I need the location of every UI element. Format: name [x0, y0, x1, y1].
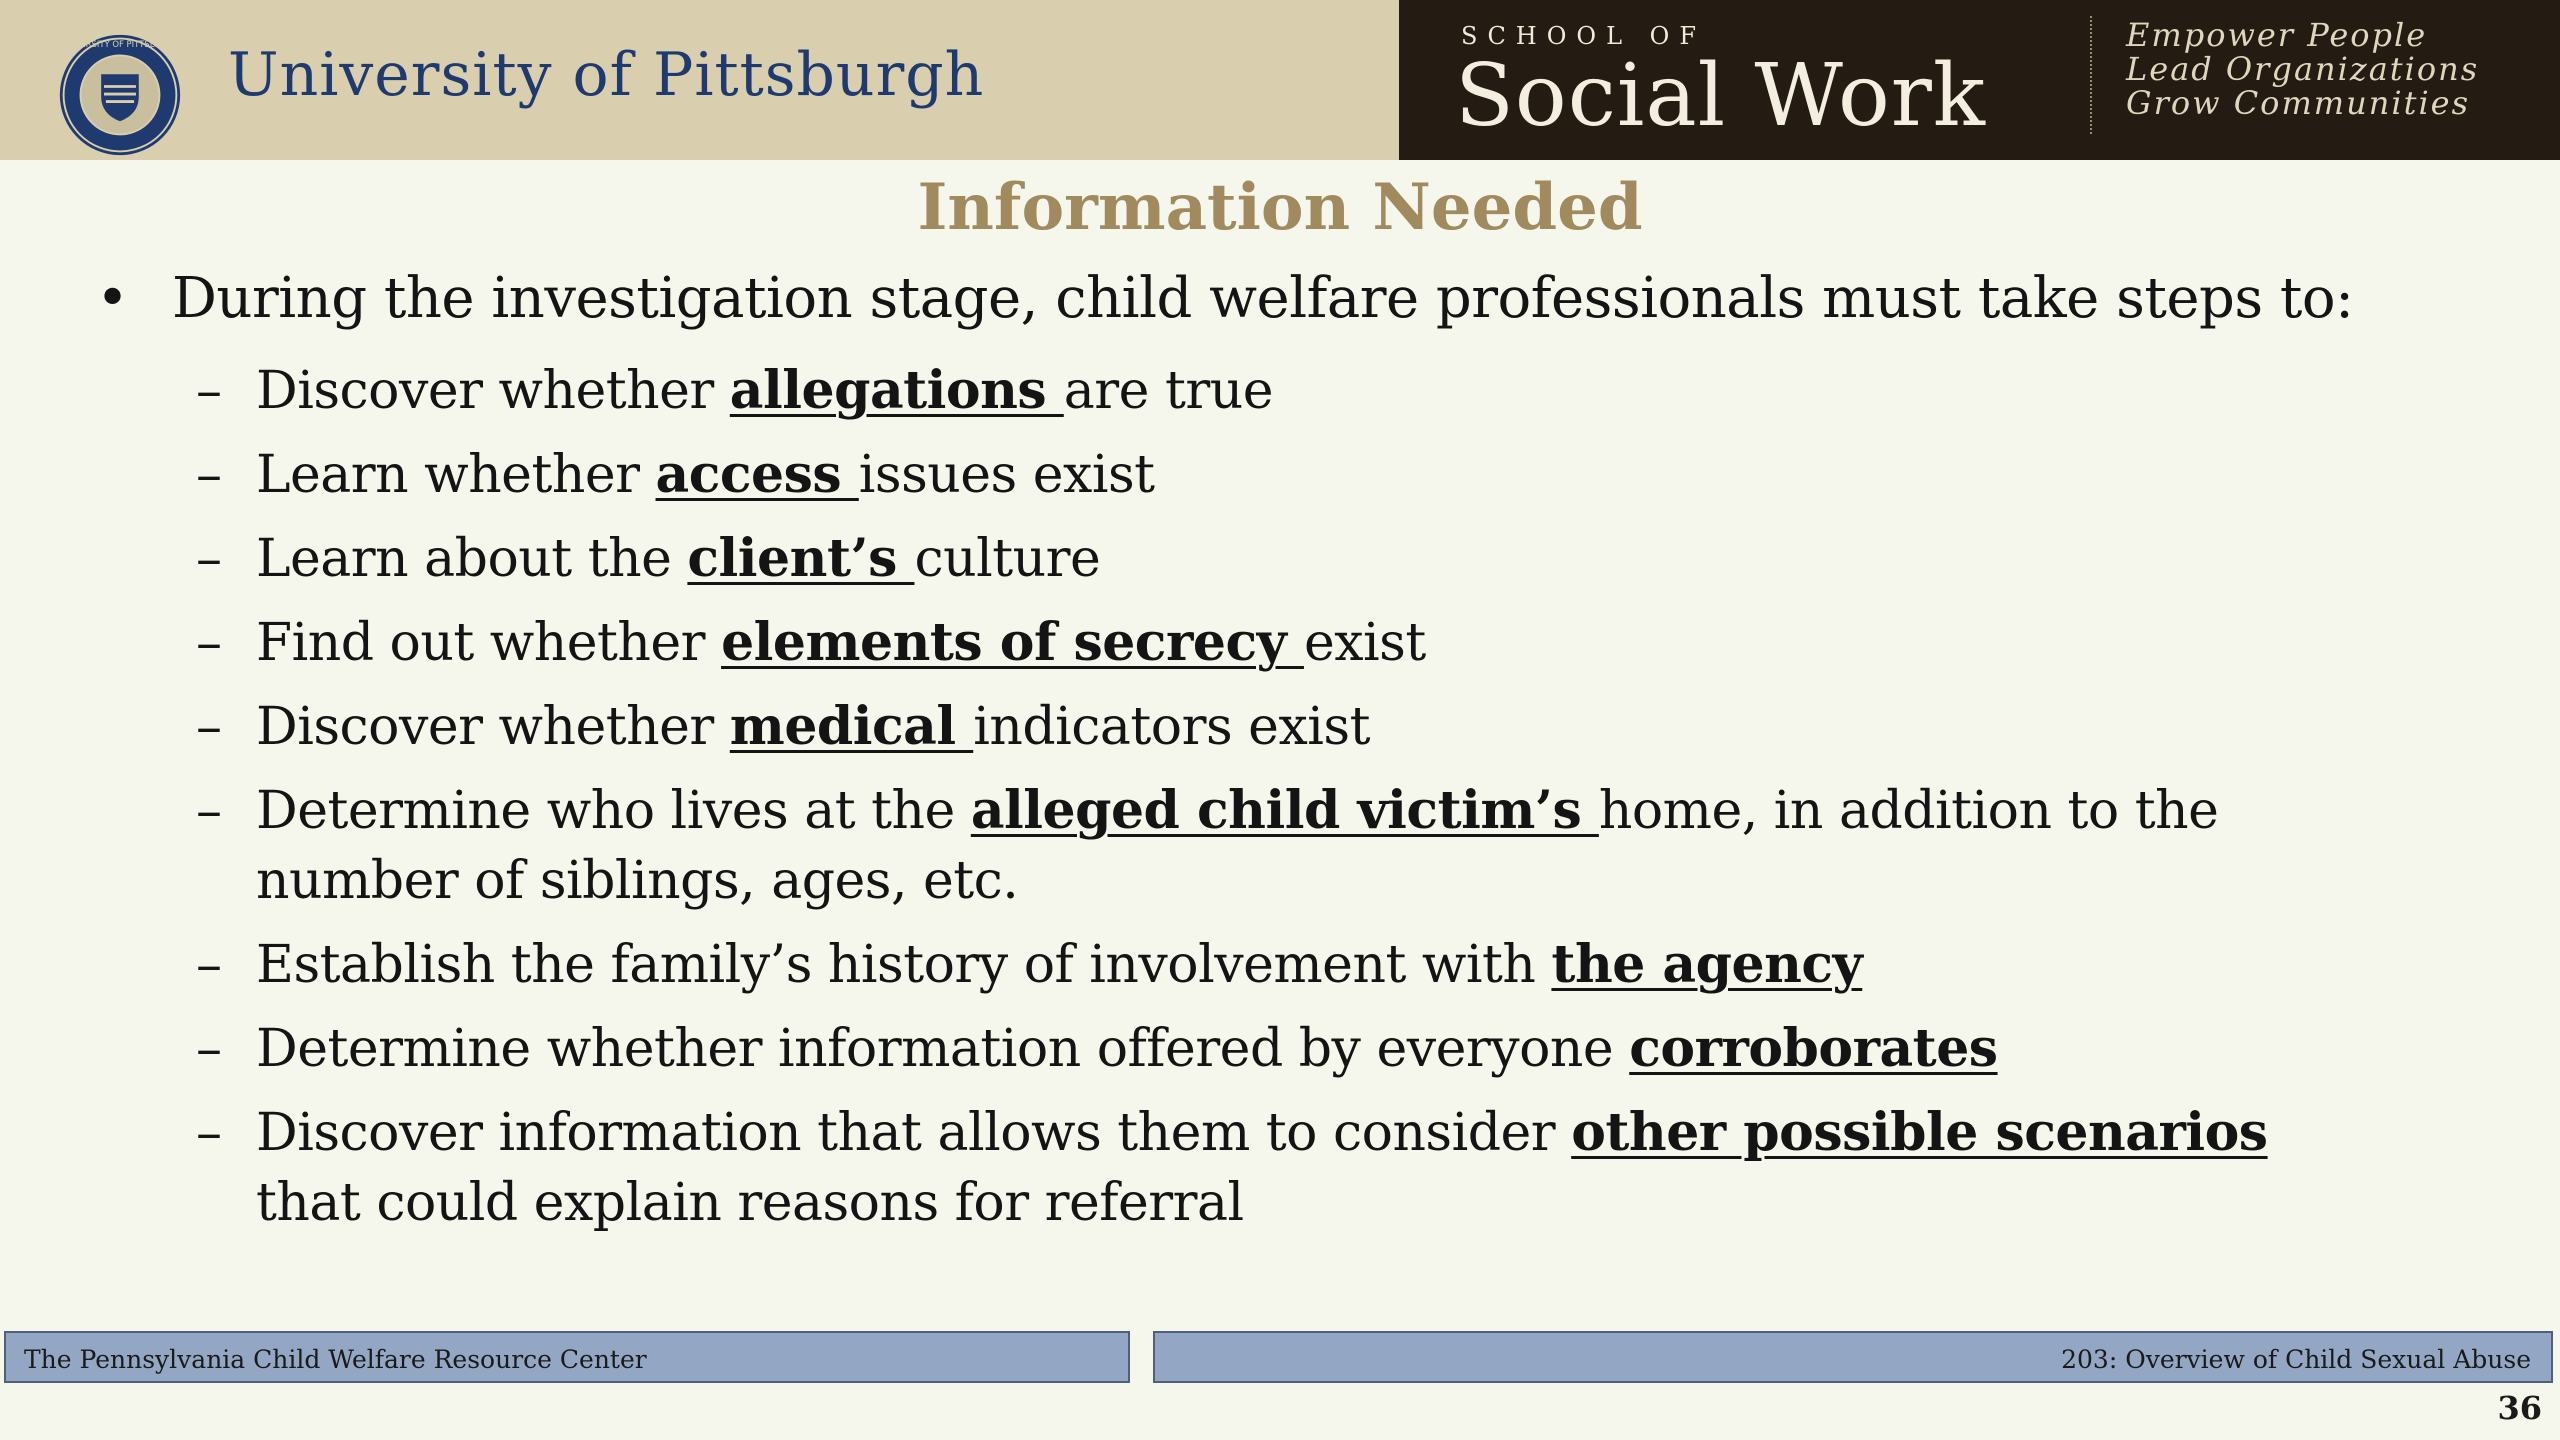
sub-point-text-end: issues exist [858, 445, 1155, 505]
sub-point-text-end: home, in addition to the [1598, 781, 2219, 841]
sub-point-text: Learn whether [256, 445, 656, 505]
slide-title: Information Needed [917, 170, 1643, 245]
sub-point-text: Determine who lives at the [256, 781, 971, 841]
sub-point-keyword: allegations [729, 360, 1064, 421]
sub-point-text: Discover information that allows them to consider [256, 1103, 1572, 1163]
footer-organization: The Pennsylvania Child Welfare Resource Center [24, 1345, 647, 1374]
sub-point-continuation: that could explain reasons for referral [256, 1173, 1244, 1233]
sub-point-keyword: other possible scenarios [1571, 1102, 2268, 1163]
sub-point-text: Find out whether [256, 613, 722, 673]
sub-point-text-end: indicators exist [973, 697, 1370, 757]
sub-point-text-end: exist [1303, 613, 1426, 673]
header-university-band [0, 0, 1399, 160]
sub-point-keyword: corroborates [1629, 1018, 1998, 1079]
university-name: University of Pittsburgh [228, 40, 985, 110]
sub-point-keyword: access [655, 444, 859, 505]
header-divider [2090, 16, 2092, 134]
tagline-line-2: Lead Organizations [2126, 50, 2480, 88]
footer-right-bar [1153, 1331, 2553, 1383]
footer-course-title: 203: Overview of Child Sexual Abuse [2061, 1345, 2531, 1374]
dash-icon: – [196, 1103, 222, 1163]
dash-icon: – [196, 697, 222, 757]
footer-left-bar [4, 1331, 1130, 1383]
sub-point-text: Discover whether [256, 361, 730, 421]
dash-icon: – [196, 529, 222, 589]
header-school-band [1399, 0, 2560, 160]
sub-point-text: Discover whether [256, 697, 730, 757]
sub-point-text: Determine whether information offered by everyone [256, 1019, 1630, 1079]
sub-point-keyword: medical [729, 696, 974, 757]
school-name: Social Work [1455, 46, 1987, 146]
tagline-line-1: Empower People [2126, 16, 2428, 54]
dash-icon: – [196, 361, 222, 421]
sub-point-keyword: alleged child victim’s [970, 780, 1599, 841]
sub-point-text-end: culture [914, 529, 1101, 589]
sub-point-text: Learn about the [256, 529, 688, 589]
sub-point-text-end: are true [1063, 361, 1273, 421]
sub-point-keyword: the agency [1551, 934, 1863, 995]
sub-point-keyword: elements of secrecy [721, 612, 1304, 673]
dash-icon: – [196, 781, 222, 841]
dash-icon: – [196, 613, 222, 673]
tagline-line-3: Grow Communities [2126, 84, 2471, 122]
school-tagline [2126, 18, 2479, 120]
dash-icon: – [196, 1019, 222, 1079]
main-point: During the investigation stage, child welfare professionals must take steps to: [172, 266, 2354, 331]
seal-ring-text: UNIVERSITY OF PITTSBURGH [59, 39, 181, 50]
dash-icon: – [196, 935, 222, 995]
sub-point-text: Establish the family’s history of involvement with [256, 935, 1552, 995]
page-number: 36 [2497, 1389, 2542, 1427]
sub-point-keyword: client’s [687, 528, 915, 589]
school-of-label: SCHOOL OF [1461, 22, 1706, 50]
dash-icon: – [196, 445, 222, 505]
bullet-icon: • [96, 266, 130, 331]
sub-point-continuation: number of siblings, ages, etc. [256, 851, 1019, 911]
university-seal-icon [57, 32, 183, 158]
